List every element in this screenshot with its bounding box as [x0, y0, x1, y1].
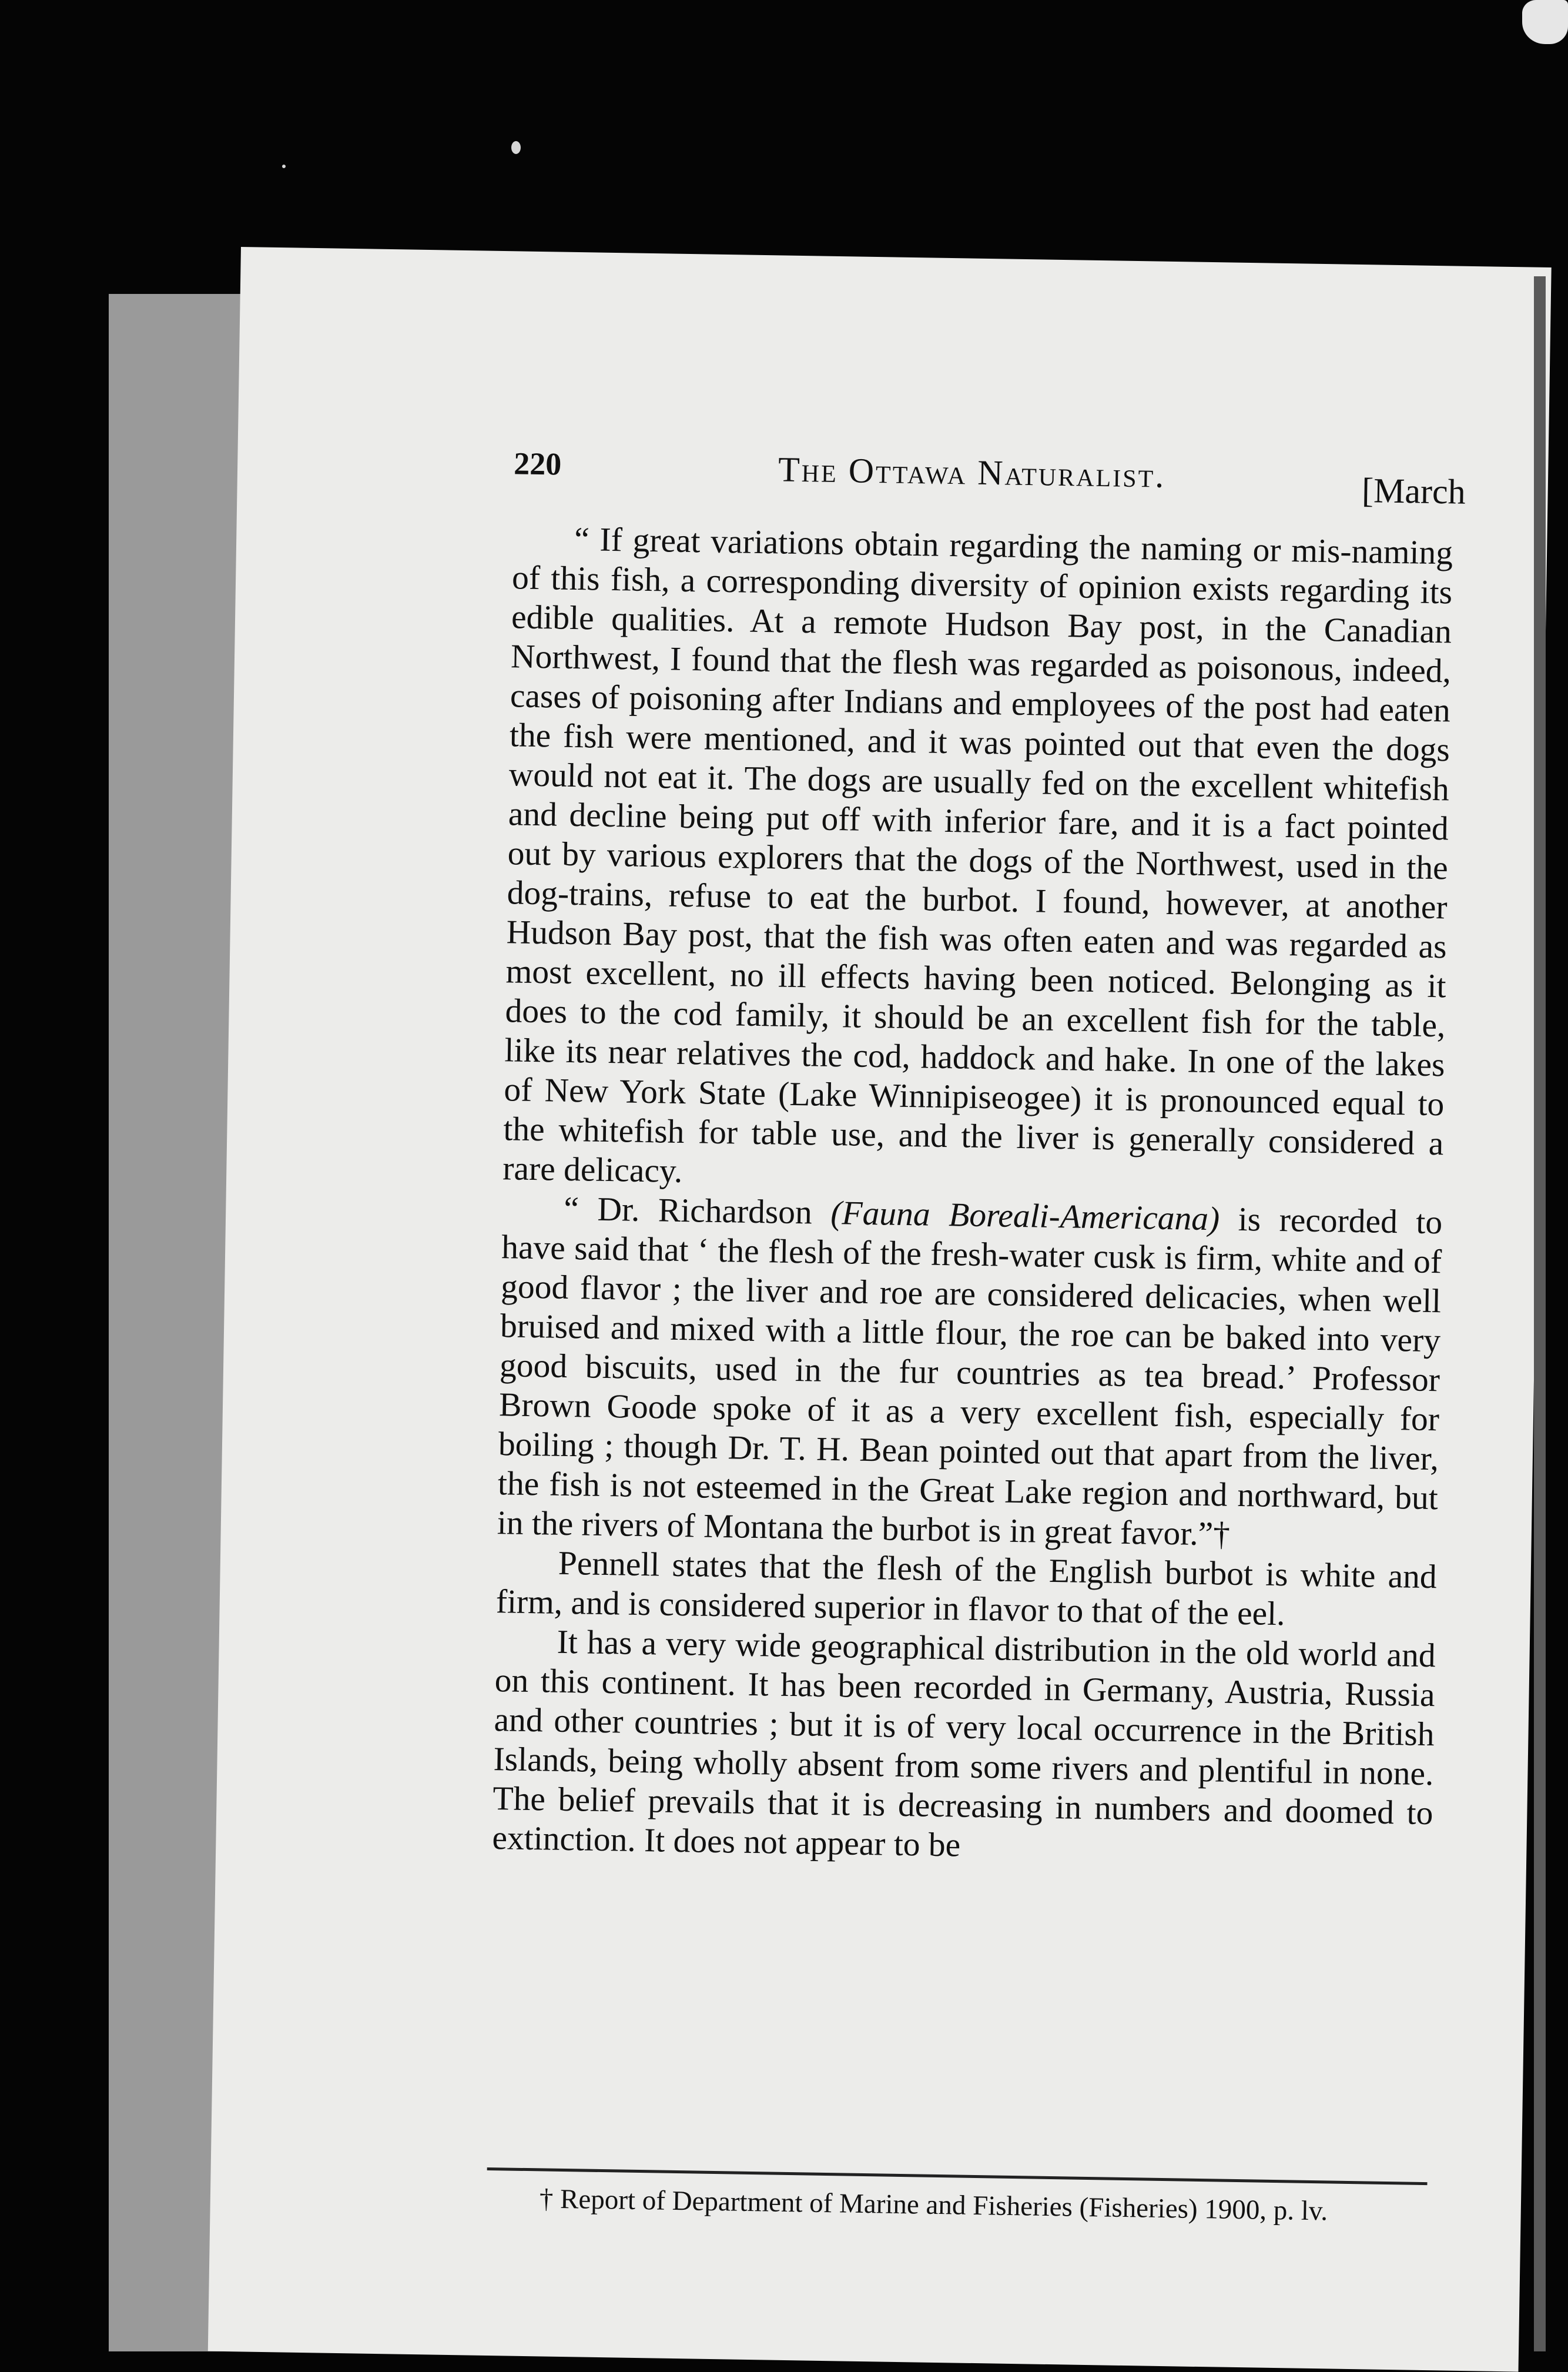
scan-corner-artifact [1522, 0, 1568, 44]
article-body [492, 518, 1453, 1872]
footnote: † Report of Department of Marine and Fisheries (Fisheries) 1900, p. lv. [539, 2183, 1328, 2227]
scan-speck [282, 165, 286, 168]
paragraph-text: “ Dr. Richardson [563, 1190, 831, 1232]
paragraph: Pennell states that the flesh of the English burbot is white and firm, and is considered superior in flavor to that of the eel. [495, 1544, 1438, 1633]
footnote-divider [487, 2167, 1428, 2185]
page-sheet [208, 247, 1552, 2372]
page-right-edge [1534, 276, 1546, 2351]
paragraph: “ If great variations obtain regarding the naming or mis-naming of this fish, a corresponding diversity of opinion exists regarding its edible qualities. At a remote Hudson Bay post, in the Canadian Northwest, I found that the flesh was regarded as poisonous, indeed, cases of poisoning after Indians and employees of the post had eaten the fish were mentioned, and it was pointed out that even the dogs would not eat it. The dogs are usually fed on the excellent whitefish and decline being put off with inferior fare, and it is a fact pointed out by various explorers that the dogs of the Northwest, used in the dog-trains, refuse to eat the burbot. I found, however, at another Hudson Bay post, that the fish was often eaten and was regarded as most excellent, no ill effects having been noticed. Belonging as it does to the cod family, it should be an excellent fish for the table, like its near relatives the cod, haddock and hake. In one of the lakes of New York State (Lake Winnipiseogee) it is pronounced equal to the whitefish for table use, and the liver is generally considered a rare delicacy. [502, 520, 1453, 1190]
book-title: (Fauna Boreali-Americana) [830, 1194, 1220, 1238]
issue-month: [March [1361, 471, 1466, 511]
running-title: The Ottawa Naturalist. [778, 450, 1166, 495]
paragraph [497, 1188, 1442, 1557]
page-header [513, 445, 1466, 513]
page-number: 220 [513, 446, 562, 482]
paragraph: It has a very wide geographical distribution in the old world and on this continent. It has been recorded in Germany, Austria, Russia and other countries ; but it is of very local occurrence in the British Islands, being wholly absent from some rivers and plentiful in none. The belief prevails that it is decreasing in numbers and doomed to extinction. It does not appear to be [492, 1623, 1436, 1864]
scan-speck [511, 141, 521, 154]
paragraph-text: is recorded to have said that ‘ the flesh of the fresh-water cusk is firm, white and of good flavor ; the liver and roe are considered delicacies, when well bruised and mixed with a little flour, the roe can be baked into very good biscuits, used in the fur countries as tea bread.’ Professor Brown Goode spoke of it as a very excellent fish, especially for boiling ; though Dr. T. H. Bean pointed out that apart from the liver, the fish is not esteemed in the Great Lake region and northward, but in the rivers of Montana the burbot is in great favor.”† [497, 1200, 1443, 1553]
